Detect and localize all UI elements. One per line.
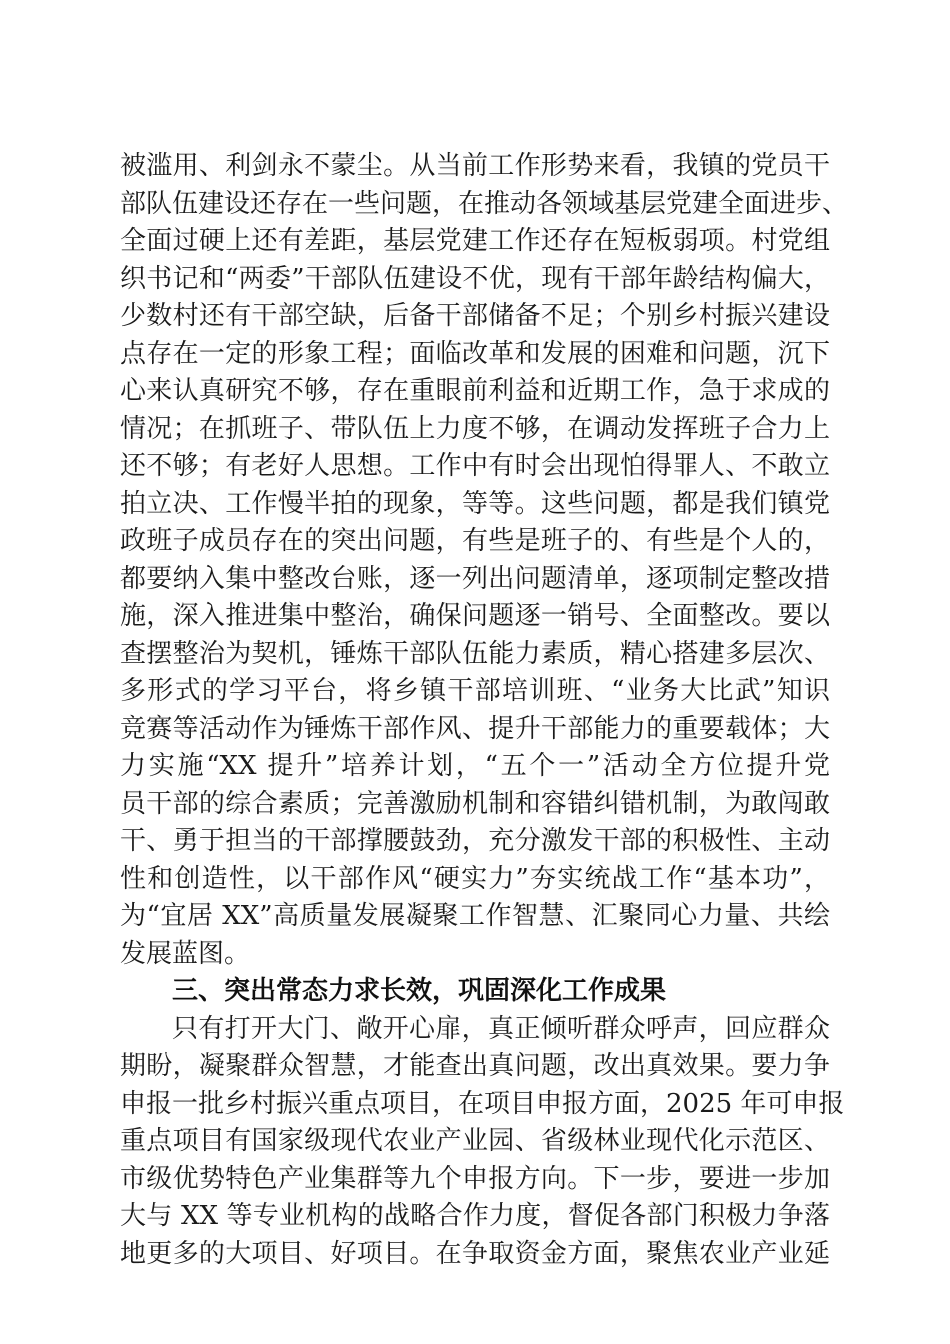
text-line: 点存在一定的形象工程；面临改革和发展的困难和问题，沉下: [120, 338, 830, 369]
text-line: 性和创造性，以干部作风“硬实力”夯实统战工作“基本功”，: [120, 863, 830, 894]
text-line: 心来认真研究不够，存在重眼前利益和近期工作，急于求成的: [120, 376, 830, 406]
text-line: 员干部的综合素质；完善激励机制和容错纠错机制，为敢闯敢: [120, 788, 830, 819]
text-line: 重点项目有国家级现代农业产业园、省级林业现代化示范区、: [120, 1126, 830, 1156]
text-line: 大与 XX 等专业机构的战略合作力度，督促各部门积极力争落: [120, 1201, 830, 1231]
text-line: 地更多的大项目、好项目。在争取资金方面，聚焦农业产业延: [120, 1238, 830, 1269]
text-line: 为“宜居 XX”高质量发展凝聚工作智慧、汇聚同心力量、共绘: [120, 901, 830, 931]
section-heading: 三、突出常态力求长效，巩固深化工作成果: [172, 976, 667, 1006]
document-body: [120, 148, 849, 1273]
text-line: 发展蓝图。: [120, 938, 251, 969]
text-line: 干、勇于担当的干部撑腰鼓劲，充分激发干部的积极性、主动: [120, 826, 830, 856]
text-line: 期盼，凝聚群众智慧，才能查出真问题，改出真效果。要力争: [120, 1051, 830, 1081]
text-line: 政班子成员存在的突出问题，有些是班子的、有些是个人的，: [120, 526, 830, 556]
text-line: 施，深入推进集中整治，确保问题逐一销号、全面整改。要以: [120, 601, 830, 631]
paragraph-1: [120, 148, 849, 973]
text-line: 部队伍建设还存在一些问题，在推动各领域基层党建全面进步、: [120, 188, 849, 219]
text-line: 被滥用、利剑永不蒙尘。从当前工作形势来看，我镇的党员干: [120, 151, 830, 181]
text-line: 查摆整治为契机，锤炼干部队伍能力素质，精心搭建多层次、: [120, 638, 830, 669]
text-line: 多形式的学习平台，将乡镇干部培训班、“业务大比武”知识: [120, 676, 830, 706]
paragraph-2: [120, 1011, 845, 1274]
text-line: 织书记和“两委”干部队伍建设不优，现有干部年龄结构偏大，: [120, 263, 830, 294]
text-line: 都要纳入集中整改台账，逐一列出问题清单，逐项制定整改措: [120, 563, 830, 594]
text-line: 少数村还有干部空缺，后备干部储备不足；个别乡村振兴建设: [120, 301, 830, 331]
text-line: 拍立决、工作慢半拍的现象，等等。这些问题，都是我们镇党: [120, 488, 830, 519]
text-line: 市级优势特色产业集群等九个申报方向。下一步，要进一步加: [120, 1163, 830, 1194]
text-line: 情况；在抓班子、带队伍上力度不够，在调动发挥班子合力上: [120, 413, 830, 444]
text-line: 全面过硬上还有差距，基层党建工作还存在短板弱项。村党组: [120, 226, 830, 256]
text-line: 竞赛等活动作为锤炼干部作风、提升干部能力的重要载体；大: [120, 713, 830, 744]
text-line: 还不够；有老好人思想。工作中有时会出现怕得罪人、不敢立: [120, 451, 830, 481]
text-line: 只有打开大门、敞开心扉，真正倾听群众呼声，回应群众: [172, 1013, 830, 1044]
text-line: 力实施“XX 提升”培养计划，“五个一”活动全方位提升党: [120, 751, 830, 781]
text-line: 申报一批乡村振兴重点项目，在项目申报方面，2025 年可申报: [120, 1088, 845, 1119]
